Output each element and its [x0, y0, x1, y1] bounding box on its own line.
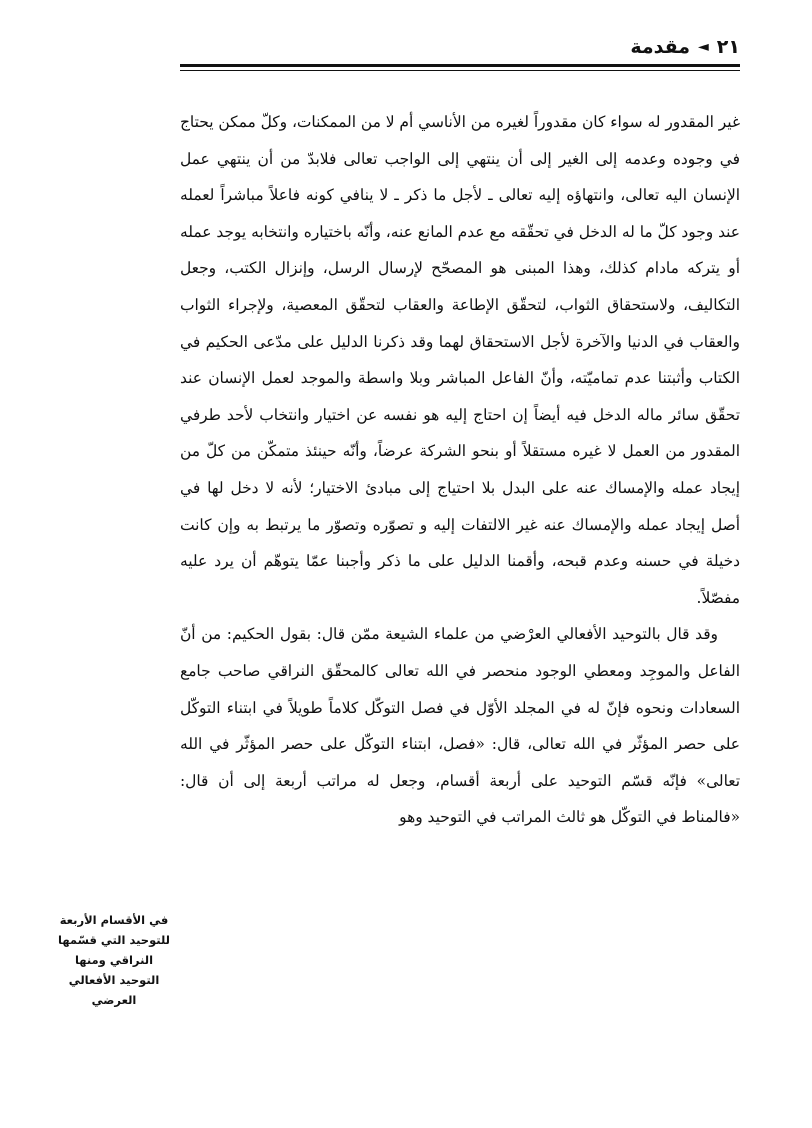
header-rule-thick — [180, 64, 740, 67]
page-header — [180, 30, 740, 64]
header-rule-thin — [180, 70, 740, 71]
main-body-text — [180, 104, 740, 836]
margin-note: في الأقسام الأربعة للتوحيد التي قسّمها النراقي ومنها التوحيد الأفعالي العرضي — [58, 913, 170, 1007]
page-number: ٢١ — [716, 36, 740, 58]
paragraph-1: غير المقدور له سواء كان مقدوراً لغيره من الأناسي أم لا من الممكنات، وكلّ ممكن يحتاج في وجوده وعدمه إلى الغير إلى أن ينتهي إلى الواجب تعالى فلابدّ من أن ينتهي عمل الإنسان اليه تعالى، وانتهاؤه إليه تعالى ـ لأجل ما ذكر ـ لا ينافي كونه فاعلاً مباشراً لعمله عند وجود كلّ ما له الدخل في تحقّقه مع عدم المانع عنه، وأنّه باختياره وانتخابه يوجد عمله أو يتركه مادام كذلك، وهذا المبنى هو المصحّح لإرسال الرسل، وإنزال الكتب، وجعل التكاليف، ولاستحقاق الثواب، لتحقّق الإطاعة والعقاب لتحقّق المعصية، ولإجراء الثواب والعقاب في الدنيا والآخرة لأجل الاستحقاق لهما وقد ذكرنا الدليل على مدّعى الحكيم في الكتاب وأثبتنا عدم تماميّته، وأنّ الفاعل المباشر وبلا واسطة والموجد لعمل الإنسان عند تحقّق سائر ماله الدخل فيه أيضاً إن احتاج إليه هو نفسه عن اختيار وانتخاب لأحد طرفي المقدور من العمل لا غيره مستقلاً أو بنحو الشركة عرضاً، وأنّه حينئذ متمكّن من كلّ من إيجاد عمله والإمساك عنه على البدل بلا احتياج إلى مبادئ الاختيار؛ لأنه لا دخل لها في أصل إيجاد عمله والإمساك عنه غير الالتفات إليه و تصوّره وتصوّر ما يرتبط به وإن كانت دخيلة في حسنه وعدم قبحه، وأقمنا الدليل على ما ذكر وأجبنا عمّا يتوهّم أن يرد عليه مفصّلاً. — [180, 113, 740, 607]
paragraph-2: وقد قال بالتوحيد الأفعالي العرْضي من علماء الشيعة ممّن قال: بقول الحكيم: من أنّ الفاعل والموجِد ومعطي الوجود منحصر في الله تعالى كالمحقّق النراقي صاحب جامع السعادات ونحوه فإنّ له في المجلد الأوّل في فصل التوكّل كلاماً طويلاً في ابتناء التوكّل على حصر المؤثّر في الله تعالى، قال: «فصل، ابتناء التوكّل على حصر المؤثّر في الله تعالى» فإنّه قسّم التوحيد على أربعة أقسام، وجعل له مراتب أربعة إلى أن قال: «فالمناط في التوكّل هو ثالث المراتب في التوحيد وهو — [180, 625, 740, 827]
arrow-left-icon: ◄ — [698, 39, 709, 55]
section-title: مقدمة — [630, 36, 691, 58]
